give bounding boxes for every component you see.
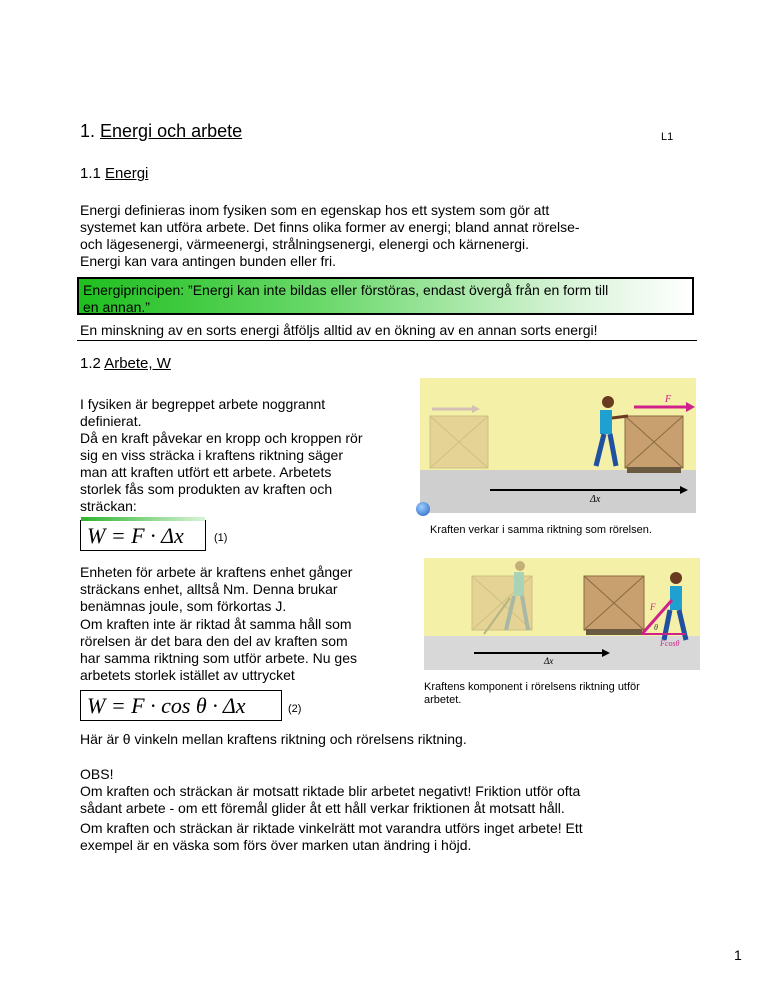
energy-principle-box <box>77 277 694 315</box>
equation-highlight <box>81 517 205 521</box>
text-line: benämnas joule, som förkortas J. <box>80 598 287 614</box>
caption-line: arbetet. <box>424 694 462 706</box>
obs-title: OBS! <box>80 766 114 782</box>
section-heading-work <box>80 355 171 372</box>
unit-paragraph <box>80 564 410 615</box>
principle-line: Energiprincipen: ”Energi kan inte bildas eller förstöras, endast övergå från en form till <box>83 282 609 298</box>
text-line: exempel är en väska som förs över marken utan ändring i höjd. <box>80 837 472 853</box>
text-line: har samma riktning som utför arbete. Nu ges <box>80 650 358 666</box>
figure-pull-box <box>424 558 700 670</box>
text-line: definierat. <box>80 413 142 429</box>
section-number: 1.1 <box>80 165 101 182</box>
page-number: 1 <box>734 947 742 963</box>
text-line: Enheten för arbete är kraftens enhet gånger <box>80 564 353 580</box>
text-line: Om kraften inte är riktad åt samma håll som <box>80 616 352 632</box>
text-line: sträckan: <box>80 498 137 514</box>
distance-label: Δx <box>544 656 554 666</box>
text-line: arbetets storlek istället av uttrycket <box>80 667 295 683</box>
page-reference: L1 <box>661 131 674 143</box>
obs-block <box>80 766 720 817</box>
text-line: Om kraften och sträckan är motsatt riktade blir arbetet negativt! Friktion utför ofta <box>80 783 581 799</box>
text-line: och lägesenergi, värmeenergi, strålningsenergi, elenergi och kärnenergi. <box>80 236 530 252</box>
section-number: 1.2 <box>80 355 101 372</box>
angle-paragraph <box>80 616 410 684</box>
work-paragraph <box>80 396 410 515</box>
principle-line: en annan.” <box>83 299 150 315</box>
text-line: sig en viss sträcka i kraftens riktning säger <box>80 447 343 463</box>
force-label: F <box>665 394 672 405</box>
text-line: Om kraften och sträckan är riktade vinkelrätt mot varandra utförs inget arbete! Ett <box>80 820 583 836</box>
push-box-illustration <box>420 378 696 513</box>
divider <box>77 340 697 341</box>
equation-1 <box>80 520 206 551</box>
text-line: I fysiken är begreppet arbete noggrannt <box>80 396 326 412</box>
figure-1-caption: Kraften verkar i samma riktning som rörelsen. <box>430 524 652 536</box>
text-line: Energi kan vara antingen bunden eller fri. <box>80 253 337 269</box>
heading-number: 1. <box>80 121 96 141</box>
section-heading-energy <box>80 165 148 182</box>
perpendicular-note <box>80 820 720 854</box>
heading-title: Energi och arbete <box>100 121 243 141</box>
page-heading <box>80 121 242 142</box>
component-label: Fcosθ <box>660 639 680 648</box>
theta-label: θ <box>654 623 658 632</box>
figure-push-box <box>420 378 696 513</box>
energy-paragraph <box>80 202 700 270</box>
text-line: storlek fås som produkten av kraften och <box>80 481 333 497</box>
text-line: Då en kraft påvekar en kropp och kroppen rör <box>80 430 363 446</box>
text-line: rörelsen är det bara den del av kraften som <box>80 633 348 649</box>
pull-box-illustration <box>424 558 700 670</box>
theta-note: Här är θ vinkeln mellan kraftens riktning och rörelsens riktning. <box>80 731 467 747</box>
principle-note: En minskning av en sorts energi åtföljs alltid av en ökning av en annan sorts energi! <box>80 322 598 338</box>
globe-icon <box>416 502 430 516</box>
equation-2-number: (2) <box>288 703 302 715</box>
text-line: sådant arbete - om ett föremål glider åt ett håll verkar friktionen åt motsatt håll. <box>80 800 565 816</box>
text-line: systemet kan utföra arbete. Det finns olika former av energi; bland annat rörelse- <box>80 219 580 235</box>
text-line: Energi definieras inom fysiken som en egenskap hos ett system som gör att <box>80 202 550 218</box>
figure-2-caption <box>424 681 694 707</box>
text-line: man att kraften utfört ett arbete. Arbetets <box>80 464 332 480</box>
force-label: F <box>650 602 656 612</box>
equation-1-number: (1) <box>214 532 228 544</box>
equation-2 <box>80 690 282 721</box>
section-title: Energi <box>105 165 149 182</box>
section-title: Arbete, W <box>104 355 171 372</box>
distance-label: Δx <box>590 494 601 505</box>
equation-text: W = F · cos θ · Δx <box>87 693 246 718</box>
text-line: sträckans enhet, alltså Nm. Denna brukar <box>80 581 338 597</box>
caption-line: Kraftens komponent i rörelsens riktning utför <box>424 681 640 693</box>
equation-text: W = F · Δx <box>87 523 184 548</box>
